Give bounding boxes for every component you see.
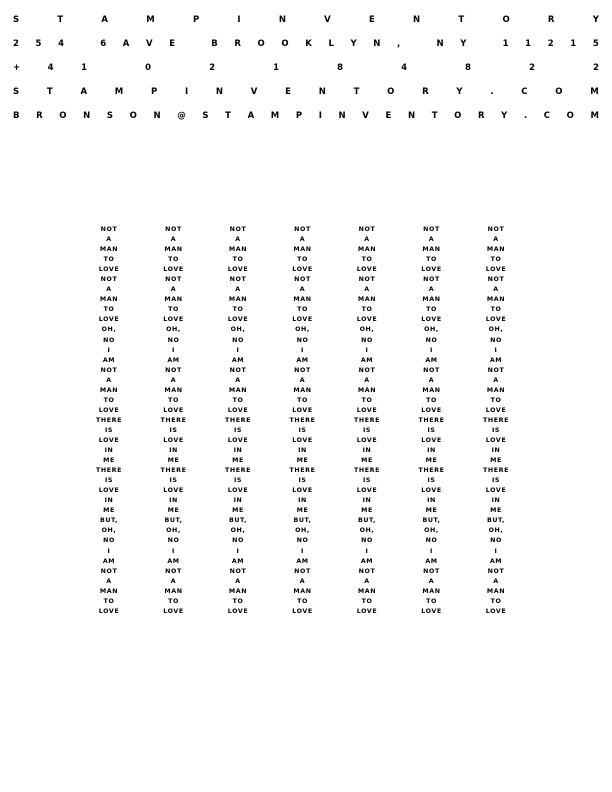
poem-word: AM: [360, 356, 374, 364]
poem-word: LOVE: [227, 266, 249, 274]
poem-word: THERE: [95, 416, 123, 424]
poem-word: LOVE: [292, 436, 313, 444]
poem-word: TO: [426, 306, 437, 314]
poem-word: A: [170, 236, 177, 244]
poem-word: LOVE: [227, 487, 249, 495]
poem-word: MAN: [422, 587, 441, 595]
letterhead-email: B R O N S O N @ S T A M P I N V E N T O R Y . C O M: [13, 110, 599, 121]
poem-word: LOVE: [163, 436, 184, 444]
poem-word: NOT: [229, 276, 247, 284]
poem-word: OH,: [230, 527, 246, 535]
poem-word: A: [235, 577, 241, 585]
poem-word: NOT: [294, 567, 311, 575]
poem-word: MAN: [357, 386, 377, 394]
poem-word: NOT: [100, 366, 118, 374]
poem-word: A: [299, 577, 306, 585]
poem-word: TO: [168, 306, 179, 314]
poem-word: IS: [427, 426, 436, 434]
poem-word: AM: [425, 356, 438, 364]
poem-word: A: [428, 286, 435, 294]
poem-word: LOVE: [292, 316, 313, 324]
poem-word: THERE: [160, 467, 187, 475]
poem-word: TO: [297, 306, 308, 314]
poem-word: IN: [169, 447, 178, 455]
poem-word: TO: [297, 597, 308, 605]
poem-word: AM: [102, 557, 116, 565]
poem-word: LOVE: [292, 607, 313, 615]
poem-word: MAN: [486, 587, 506, 595]
poem-word: MAN: [422, 296, 441, 304]
poem-word: TO: [426, 597, 437, 605]
poem-word: IN: [104, 497, 114, 505]
poem-word: LOVE: [163, 487, 184, 495]
poem-word: TO: [103, 306, 115, 314]
poem-word: BUT,: [422, 517, 441, 525]
poem-word: THERE: [353, 416, 381, 424]
poem-word: LOVE: [98, 487, 120, 495]
poem-word: TO: [361, 306, 373, 314]
poem-word: THERE: [224, 416, 252, 424]
poem-word: ME: [490, 457, 502, 465]
poem-word: TO: [490, 306, 502, 314]
poem-word: NO: [167, 537, 180, 545]
poem-word: LOVE: [98, 266, 120, 274]
poem-word: A: [235, 236, 241, 244]
poem-word: NOT: [358, 276, 376, 284]
poem-word: AM: [167, 557, 180, 565]
poem-word: OH,: [166, 527, 181, 535]
poem-word: LOVE: [421, 406, 442, 414]
poem-word: LOVE: [98, 316, 120, 324]
poem-word: IN: [169, 497, 178, 505]
poem-word: LOVE: [356, 316, 378, 324]
poem-word: IN: [427, 447, 436, 455]
poem-word: NO: [167, 336, 180, 344]
poem-word: NOT: [423, 567, 440, 575]
poem-word: TO: [490, 396, 502, 404]
poem-column: [153, 225, 195, 617]
poem-word: A: [106, 236, 112, 244]
poem-word: MAN: [228, 386, 248, 394]
poem-word: IN: [491, 497, 501, 505]
poem-word: MAN: [486, 296, 506, 304]
poem-word: ME: [296, 457, 309, 465]
poem-word: NO: [103, 336, 115, 344]
poem-word: NOT: [229, 366, 247, 374]
poem-word: LOVE: [356, 266, 378, 274]
poem-word: MAN: [228, 296, 248, 304]
poem-word: TO: [232, 396, 244, 404]
poem-word: ME: [103, 457, 115, 465]
poem-word: NOT: [294, 226, 311, 233]
poem-word: TO: [426, 256, 437, 264]
poem-word: MAN: [228, 587, 248, 595]
poem-word: A: [299, 236, 306, 244]
poem-word: ME: [425, 457, 438, 465]
poem-word: AM: [231, 557, 245, 565]
poem-word: THERE: [224, 467, 252, 475]
poem-word: AM: [360, 557, 374, 565]
poem-word: MAN: [422, 246, 441, 254]
poem-word: MAN: [357, 246, 377, 254]
poem-word: NOT: [165, 567, 182, 575]
poem-word: NOT: [358, 366, 376, 374]
poem-word: MAN: [486, 246, 506, 254]
poem-word: A: [364, 236, 370, 244]
poem-word: IS: [362, 477, 372, 485]
poem-word: OH,: [488, 326, 504, 334]
poem-word: BUT,: [164, 517, 183, 525]
poem-word: NO: [425, 537, 438, 545]
poem-word: IS: [233, 426, 243, 434]
poem-word: NOT: [100, 567, 118, 575]
poem-word: OH,: [295, 326, 310, 334]
poem-word: ME: [167, 507, 180, 515]
poem-word: TO: [232, 597, 244, 605]
poem-word: NOT: [487, 366, 505, 374]
poem-word: LOVE: [227, 436, 249, 444]
letterhead-website: S T A M P I N V E N T O R Y . C O M: [13, 86, 599, 97]
poem-word: TO: [297, 256, 308, 264]
poem-word: IN: [104, 447, 114, 455]
poem-word: OH,: [488, 527, 504, 535]
poem-word: IN: [233, 497, 243, 505]
poem-word: THERE: [353, 467, 381, 475]
poem-word: LOVE: [485, 487, 507, 495]
poem-word: OH,: [424, 326, 439, 334]
poem-word: A: [364, 577, 370, 585]
poem-word: LOVE: [485, 436, 507, 444]
poem-word: NOT: [165, 276, 182, 284]
poem-word: LOVE: [485, 406, 507, 414]
poem-word: I: [494, 346, 498, 354]
poem-word: A: [428, 376, 435, 384]
poem-word: LOVE: [356, 607, 378, 615]
poem-word: I: [107, 346, 111, 354]
poem-word: NOT: [294, 366, 311, 374]
letterhead-address: 2 5 4 6 A V E B R O O K L Y N , N Y 1 1 2 1 5: [13, 38, 599, 49]
poem-word: LOVE: [227, 607, 249, 615]
poem-word: A: [106, 286, 112, 294]
poem-word: IN: [298, 497, 307, 505]
poem-word: NO: [425, 336, 438, 344]
poem-word: THERE: [482, 467, 510, 475]
poem-word: MAN: [293, 386, 312, 394]
poem-word: ME: [167, 457, 180, 465]
poem-word: LOVE: [485, 316, 507, 324]
poem-word: LOVE: [227, 316, 249, 324]
poem-word: LOVE: [292, 406, 313, 414]
poem-word: AM: [296, 557, 309, 565]
poem-word: NOT: [358, 567, 376, 575]
poem-word: I: [301, 346, 304, 354]
poem-word: IS: [298, 426, 307, 434]
poem-word: AM: [102, 356, 116, 364]
poem-word: I: [365, 346, 369, 354]
poem-word: TO: [297, 396, 308, 404]
poem-word: TO: [168, 396, 179, 404]
poem-word: NOT: [423, 276, 440, 284]
poem-word: LOVE: [421, 266, 442, 274]
poem-word: MAN: [164, 587, 183, 595]
poem-word: THERE: [95, 467, 123, 475]
poem-word: NOT: [229, 567, 247, 575]
poem-word: LOVE: [485, 607, 507, 615]
poem-word: TO: [168, 256, 179, 264]
poem-word: I: [430, 346, 433, 354]
poem-word: A: [493, 236, 499, 244]
poem-word: IN: [233, 447, 243, 455]
poem-word: MAN: [293, 587, 312, 595]
poem-word: IS: [104, 426, 114, 434]
poem-column: [88, 225, 130, 617]
poem-word: A: [493, 577, 499, 585]
poem-word: I: [365, 547, 369, 555]
poem-word: A: [493, 376, 499, 384]
poem-word: LOVE: [227, 406, 249, 414]
poem-word: A: [364, 376, 370, 384]
poem-word: I: [301, 547, 304, 555]
poem-word: A: [235, 376, 241, 384]
poem-word: NOT: [165, 226, 182, 233]
poem-word: I: [236, 346, 240, 354]
poem-word: LOVE: [356, 436, 378, 444]
poem-word: A: [364, 286, 370, 294]
poem-word: I: [172, 547, 175, 555]
poem-word: LOVE: [356, 487, 378, 495]
poem-word: LOVE: [356, 406, 378, 414]
poem-word: IS: [362, 426, 372, 434]
poem-word: A: [235, 286, 241, 294]
poem-word: MAN: [99, 386, 119, 394]
poem-word: IN: [298, 447, 307, 455]
poem-word: MAN: [293, 296, 312, 304]
poem-word: OH,: [101, 527, 117, 535]
poem-word: A: [428, 577, 435, 585]
poem-word: LOVE: [98, 607, 120, 615]
poem-word: A: [170, 376, 177, 384]
poem-word: TO: [361, 396, 373, 404]
poem-word: IN: [362, 497, 372, 505]
poem-word: NOT: [487, 567, 505, 575]
poem-word: MAN: [99, 246, 119, 254]
poem-word: THERE: [289, 467, 316, 475]
poem-word: LOVE: [292, 487, 313, 495]
poem-word: I: [494, 547, 498, 555]
poem-word: IS: [298, 477, 307, 485]
poem-word: IS: [169, 426, 178, 434]
poem-word: OH,: [230, 326, 246, 334]
poem-word: TO: [361, 256, 373, 264]
poem-word: MAN: [164, 386, 183, 394]
poem-column: [282, 225, 324, 617]
poem-word: TO: [103, 597, 115, 605]
poem-word: LOVE: [163, 607, 184, 615]
poem-word: NO: [361, 336, 373, 344]
poem-word: MAN: [164, 296, 183, 304]
poem-word: AM: [167, 356, 180, 364]
poem-word: TO: [168, 597, 179, 605]
poem-word: LOVE: [163, 316, 184, 324]
poem-word: MAN: [228, 246, 248, 254]
poem-word: AM: [489, 557, 503, 565]
poem-word: MAN: [99, 296, 119, 304]
poem-word: THERE: [482, 416, 510, 424]
poem-word: A: [493, 286, 499, 294]
poem-word: OH,: [359, 326, 375, 334]
poem-word: ME: [361, 507, 373, 515]
poem-word: A: [106, 577, 112, 585]
poem-column: [411, 225, 453, 617]
poem-word: LOVE: [485, 266, 507, 274]
poem-word: NO: [296, 537, 309, 545]
poem-word: BUT,: [357, 517, 377, 525]
letterhead-phone: + 4 1 0 2 1 8 4 8 2 2: [13, 62, 599, 73]
poem-word: LOVE: [98, 406, 120, 414]
poem-word: TO: [232, 306, 244, 314]
poem-word: NOT: [358, 226, 376, 233]
poem-word: AM: [425, 557, 438, 565]
poem-word: MAN: [293, 246, 312, 254]
poem-word: ME: [232, 507, 244, 515]
poem-word: LOVE: [163, 406, 184, 414]
poem-word: A: [170, 286, 177, 294]
poem-word: MAN: [357, 587, 377, 595]
poem-word: THERE: [418, 416, 445, 424]
poem-word: ME: [296, 507, 309, 515]
poem-word: IS: [104, 477, 114, 485]
poem-word: IN: [427, 497, 436, 505]
poem-word: ME: [232, 457, 244, 465]
poem-word: MAN: [164, 246, 183, 254]
poem-word: TO: [490, 256, 502, 264]
poem-word: LOVE: [163, 266, 184, 274]
poem-word: A: [106, 376, 112, 384]
poem-word: NO: [490, 336, 502, 344]
poem-word: NO: [232, 336, 244, 344]
poem-word: LOVE: [421, 436, 442, 444]
poem-word: NO: [490, 537, 502, 545]
letterhead-name: S T A M P I N V E N T O R Y: [13, 14, 599, 25]
letterhead: [13, 8, 599, 128]
poem-word: AM: [489, 356, 503, 364]
poem-word: I: [107, 547, 111, 555]
poem-word: BUT,: [293, 517, 312, 525]
poem-word: A: [299, 286, 306, 294]
poem-word: I: [430, 547, 433, 555]
poem-word: NO: [103, 537, 115, 545]
poem-word: TO: [361, 597, 373, 605]
poem-word: IS: [491, 477, 501, 485]
poem-word: BUT,: [99, 517, 119, 525]
poem-word: IS: [491, 426, 501, 434]
poem-word: NOT: [229, 226, 247, 233]
poem-word: THERE: [418, 467, 445, 475]
poem-word: OH,: [166, 326, 181, 334]
poem-word: ME: [425, 507, 438, 515]
poem-word: ME: [490, 507, 502, 515]
poem-word: OH,: [424, 527, 439, 535]
poem-word: IS: [169, 477, 178, 485]
poem-word: A: [428, 236, 435, 244]
poem-word: BUT,: [486, 517, 506, 525]
poem-word: NOT: [294, 276, 311, 284]
poem-word: MAN: [357, 296, 377, 304]
poem-word: NO: [361, 537, 373, 545]
poem-word: MAN: [422, 386, 441, 394]
poem-word: TO: [426, 396, 437, 404]
poem-word: IN: [491, 447, 501, 455]
poem-word: NO: [232, 537, 244, 545]
poem-word: MAN: [486, 386, 506, 394]
poem-columns: [88, 225, 540, 617]
poem-word: NOT: [423, 226, 440, 233]
poem-word: LOVE: [421, 316, 442, 324]
poem-word: AM: [231, 356, 245, 364]
poem-word: ME: [361, 457, 373, 465]
poem-column: [346, 225, 388, 617]
poem-word: A: [170, 577, 177, 585]
poem-word: ME: [103, 507, 115, 515]
poem-word: IN: [362, 447, 372, 455]
poem-word: A: [299, 376, 306, 384]
poem-word: I: [172, 346, 175, 354]
poem-word: MAN: [99, 587, 119, 595]
poem-word: NOT: [165, 366, 182, 374]
poem-word: TO: [490, 597, 502, 605]
poem-word: THERE: [289, 416, 316, 424]
poem-word: LOVE: [292, 266, 313, 274]
poem-word: IS: [427, 477, 436, 485]
poem-word: NOT: [100, 276, 118, 284]
poem-word: LOVE: [421, 487, 442, 495]
poem-word: TO: [232, 256, 244, 264]
poem-word: NOT: [100, 226, 118, 233]
poem-word: TO: [103, 396, 115, 404]
poem-word: NOT: [423, 366, 440, 374]
poem-word: I: [236, 547, 240, 555]
poem-column: [475, 225, 517, 617]
poem-word: IS: [233, 477, 243, 485]
poem-word: NOT: [487, 226, 505, 233]
poem-word: OH,: [101, 326, 117, 334]
poem-word: NO: [296, 336, 309, 344]
poem-word: AM: [296, 356, 309, 364]
poem-word: LOVE: [421, 607, 442, 615]
poem-word: OH,: [359, 527, 375, 535]
poem-word: BUT,: [228, 517, 248, 525]
poem-word: NOT: [487, 276, 505, 284]
poem-word: TO: [103, 256, 115, 264]
poem-word: OH,: [295, 527, 310, 535]
poem-word: THERE: [160, 416, 187, 424]
poem-word: LOVE: [98, 436, 120, 444]
poem-column: [217, 225, 259, 617]
